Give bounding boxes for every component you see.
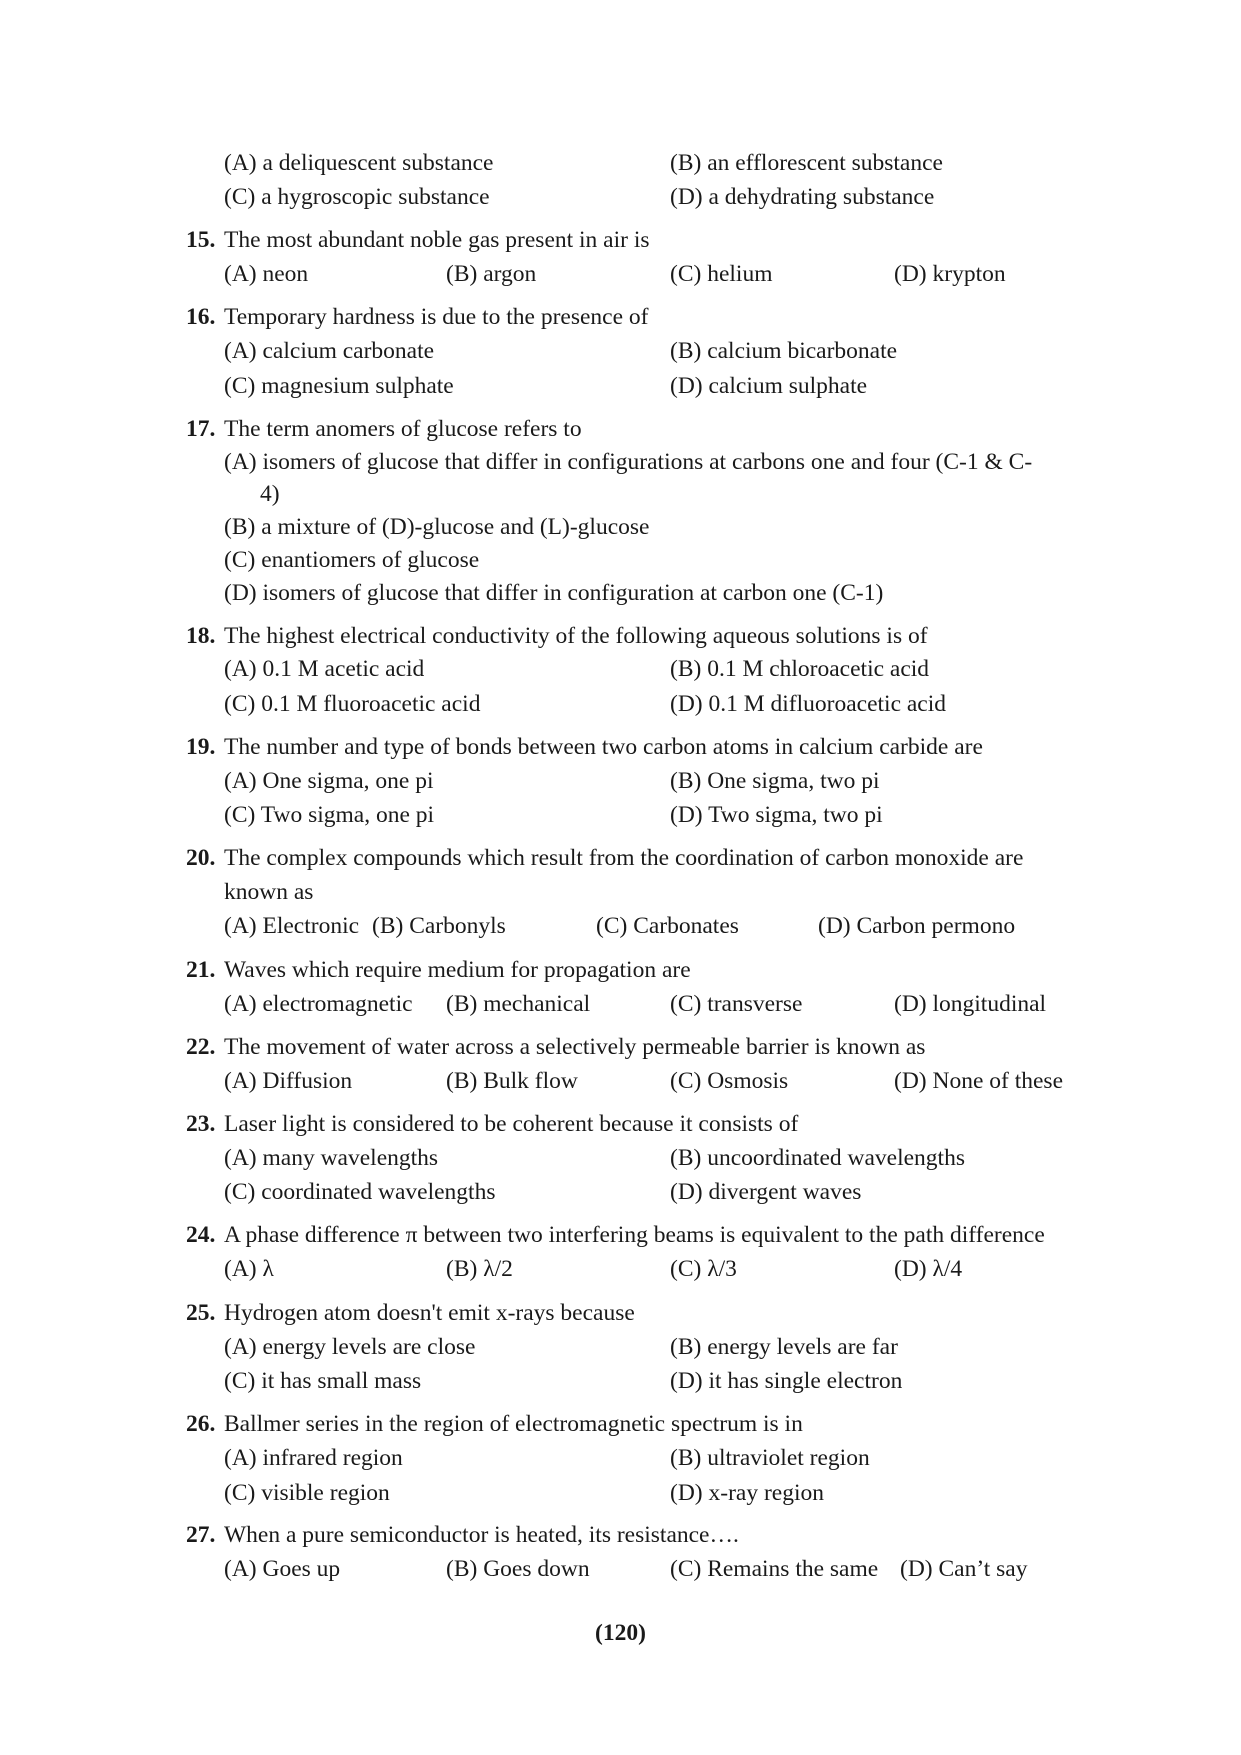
option-a: (A) λ <box>224 1256 274 1282</box>
question-number: 20. <box>186 845 216 871</box>
question-text: Ballmer series in the region of electromagnetic spectrum is in <box>224 1411 803 1437</box>
question-17-option-d <box>0 576 1241 610</box>
question-text: When a pure semiconductor is heated, its resistance…. <box>224 1522 739 1548</box>
option-c: (C) Two sigma, one pi <box>224 802 435 828</box>
question-number: 17. <box>186 416 216 442</box>
question-22 <box>0 1030 1241 1064</box>
question-17 <box>0 412 1241 446</box>
question-17-option-b <box>0 510 1241 544</box>
option-c: (C) coordinated wavelengths <box>224 1179 496 1205</box>
option-b: (B) a mixture of (D)-glucose and (L)-glucose <box>224 514 650 540</box>
question-25-options-1 <box>0 1330 1241 1364</box>
question-number: 16. <box>186 304 216 330</box>
option-b: (B) argon <box>446 261 537 287</box>
option-d: (D) longitudinal <box>894 991 1047 1017</box>
question-18-options-1 <box>0 652 1241 686</box>
carryover-options-row-2 <box>0 180 1241 214</box>
option-c: (C) Osmosis <box>670 1068 789 1094</box>
question-19-options-2 <box>0 798 1241 832</box>
option-b: (B) ultraviolet region <box>670 1445 870 1471</box>
question-number: 25. <box>186 1300 216 1326</box>
question-text: The term anomers of glucose refers to <box>224 416 582 442</box>
option-c: (C) visible region <box>224 1480 390 1506</box>
question-number: 15. <box>186 227 216 253</box>
question-15-options <box>0 257 1241 291</box>
option-c: (C) 0.1 M fluoroacetic acid <box>224 691 481 717</box>
question-23-options-2 <box>0 1175 1241 1209</box>
question-number: 22. <box>186 1034 216 1060</box>
option-a: (A) calcium carbonate <box>224 338 435 364</box>
option-b: (B) Bulk flow <box>446 1068 578 1094</box>
option-d: (D) calcium sulphate <box>670 373 868 399</box>
option-d: (D) Carbon permono <box>818 913 1016 939</box>
option-d: (D) krypton <box>894 261 1006 287</box>
option-c: (C) helium <box>670 261 773 287</box>
option-c: (C) magnesium sulphate <box>224 373 454 399</box>
question-text: Laser light is considered to be coherent because it consists of <box>224 1111 799 1137</box>
option-a: (A) isomers of glucose that differ in configurations at carbons one and four (C-1 & C- <box>224 449 1033 475</box>
question-26 <box>0 1407 1241 1441</box>
question-24-options <box>0 1252 1241 1286</box>
option-a: (A) neon <box>224 261 309 287</box>
option-d: (D) isomers of glucose that differ in configuration at carbon one (C-1) <box>224 580 884 606</box>
question-text: Temporary hardness is due to the presence of <box>224 304 649 330</box>
option-b: (B) calcium bicarbonate <box>670 338 898 364</box>
question-21 <box>0 953 1241 987</box>
option-a: (A) One sigma, one pi <box>224 768 434 794</box>
question-17-option-a-cont <box>0 477 1241 511</box>
question-text: The most abundant noble gas present in air is <box>224 227 650 253</box>
option-d: (D) λ/4 <box>894 1256 963 1282</box>
option-d: (D) Can’t say <box>900 1556 1028 1582</box>
question-23-options-1 <box>0 1141 1241 1175</box>
page-number: (120) <box>595 1620 646 1646</box>
option-d: (D) 0.1 M difluoroacetic acid <box>670 691 947 717</box>
carryover-options-row-1 <box>0 146 1241 180</box>
question-text: The complex compounds which result from the coordination of carbon monoxide are <box>224 845 1024 871</box>
question-21-options <box>0 987 1241 1021</box>
option-b: (B) an efflorescent substance <box>670 150 943 176</box>
option-b: (B) Goes down <box>446 1556 590 1582</box>
question-16-options-1 <box>0 334 1241 368</box>
option-a-continued: 4) <box>260 481 280 507</box>
option-a: (A) 0.1 M acetic acid <box>224 656 425 682</box>
question-18 <box>0 619 1241 653</box>
question-20 <box>0 841 1241 875</box>
question-17-option-a <box>0 445 1241 479</box>
question-25-options-2 <box>0 1364 1241 1398</box>
option-d: (D) None of these <box>894 1068 1064 1094</box>
question-number: 21. <box>186 957 216 983</box>
question-25 <box>0 1296 1241 1330</box>
question-number: 23. <box>186 1111 216 1137</box>
option-b: (B) mechanical <box>446 991 591 1017</box>
option-a: (A) a deliquescent substance <box>224 150 494 176</box>
option-c: (C) enantiomers of glucose <box>224 547 480 573</box>
question-23 <box>0 1107 1241 1141</box>
option-a: (A) infrared region <box>224 1445 403 1471</box>
question-15 <box>0 223 1241 257</box>
option-a: (A) energy levels are close <box>224 1334 476 1360</box>
question-24 <box>0 1218 1241 1252</box>
option-a: (A) many wavelengths <box>224 1145 439 1171</box>
option-b: (B) energy levels are far <box>670 1334 898 1360</box>
question-text: Waves which require medium for propagation are <box>224 957 691 983</box>
question-text: The highest electrical conductivity of the following aqueous solutions is of <box>224 623 928 649</box>
option-d: (D) divergent waves <box>670 1179 862 1205</box>
option-c: (C) Remains the same <box>670 1556 879 1582</box>
question-text: A phase difference π between two interfering beams is equivalent to the path difference <box>224 1222 1045 1248</box>
question-text: The movement of water across a selectively permeable barrier is known as <box>224 1034 926 1060</box>
question-17-option-c <box>0 543 1241 577</box>
option-b: (B) Carbonyls <box>372 913 506 939</box>
option-d: (D) it has single electron <box>670 1368 903 1394</box>
question-text-continued: known as <box>224 879 314 905</box>
option-c: (C) a hygroscopic substance <box>224 184 490 210</box>
question-20-options <box>0 909 1241 943</box>
option-c: (C) λ/3 <box>670 1256 737 1282</box>
option-c: (C) it has small mass <box>224 1368 422 1394</box>
question-number: 19. <box>186 734 216 760</box>
option-c: (C) Carbonates <box>596 913 739 939</box>
option-a: (A) Diffusion <box>224 1068 353 1094</box>
option-a: (A) electromagnetic <box>224 991 413 1017</box>
question-number: 18. <box>186 623 216 649</box>
option-b: (B) 0.1 M chloroacetic acid <box>670 656 930 682</box>
question-18-options-2 <box>0 687 1241 721</box>
question-16-options-2 <box>0 369 1241 403</box>
question-19 <box>0 730 1241 764</box>
option-d: (D) Two sigma, two pi <box>670 802 883 828</box>
question-26-options-1 <box>0 1441 1241 1475</box>
option-d: (D) x-ray region <box>670 1480 824 1506</box>
question-26-options-2 <box>0 1476 1241 1510</box>
question-text: Hydrogen atom doesn't emit x-rays because <box>224 1300 635 1326</box>
question-27-options <box>0 1552 1241 1586</box>
option-b: (B) λ/2 <box>446 1256 513 1282</box>
question-number: 26. <box>186 1411 216 1437</box>
question-27 <box>0 1518 1241 1552</box>
question-20-cont <box>0 875 1241 909</box>
question-number: 24. <box>186 1222 216 1248</box>
question-number: 27. <box>186 1522 216 1548</box>
question-19-options-1 <box>0 764 1241 798</box>
option-b: (B) uncoordinated wavelengths <box>670 1145 965 1171</box>
question-16 <box>0 300 1241 334</box>
question-22-options <box>0 1064 1241 1098</box>
question-text: The number and type of bonds between two carbon atoms in calcium carbide are <box>224 734 983 760</box>
option-d: (D) a dehydrating substance <box>670 184 935 210</box>
option-a: (A) Goes up <box>224 1556 341 1582</box>
option-b: (B) One sigma, two pi <box>670 768 880 794</box>
option-c: (C) transverse <box>670 991 803 1017</box>
option-a: (A) Electronic <box>224 913 360 939</box>
